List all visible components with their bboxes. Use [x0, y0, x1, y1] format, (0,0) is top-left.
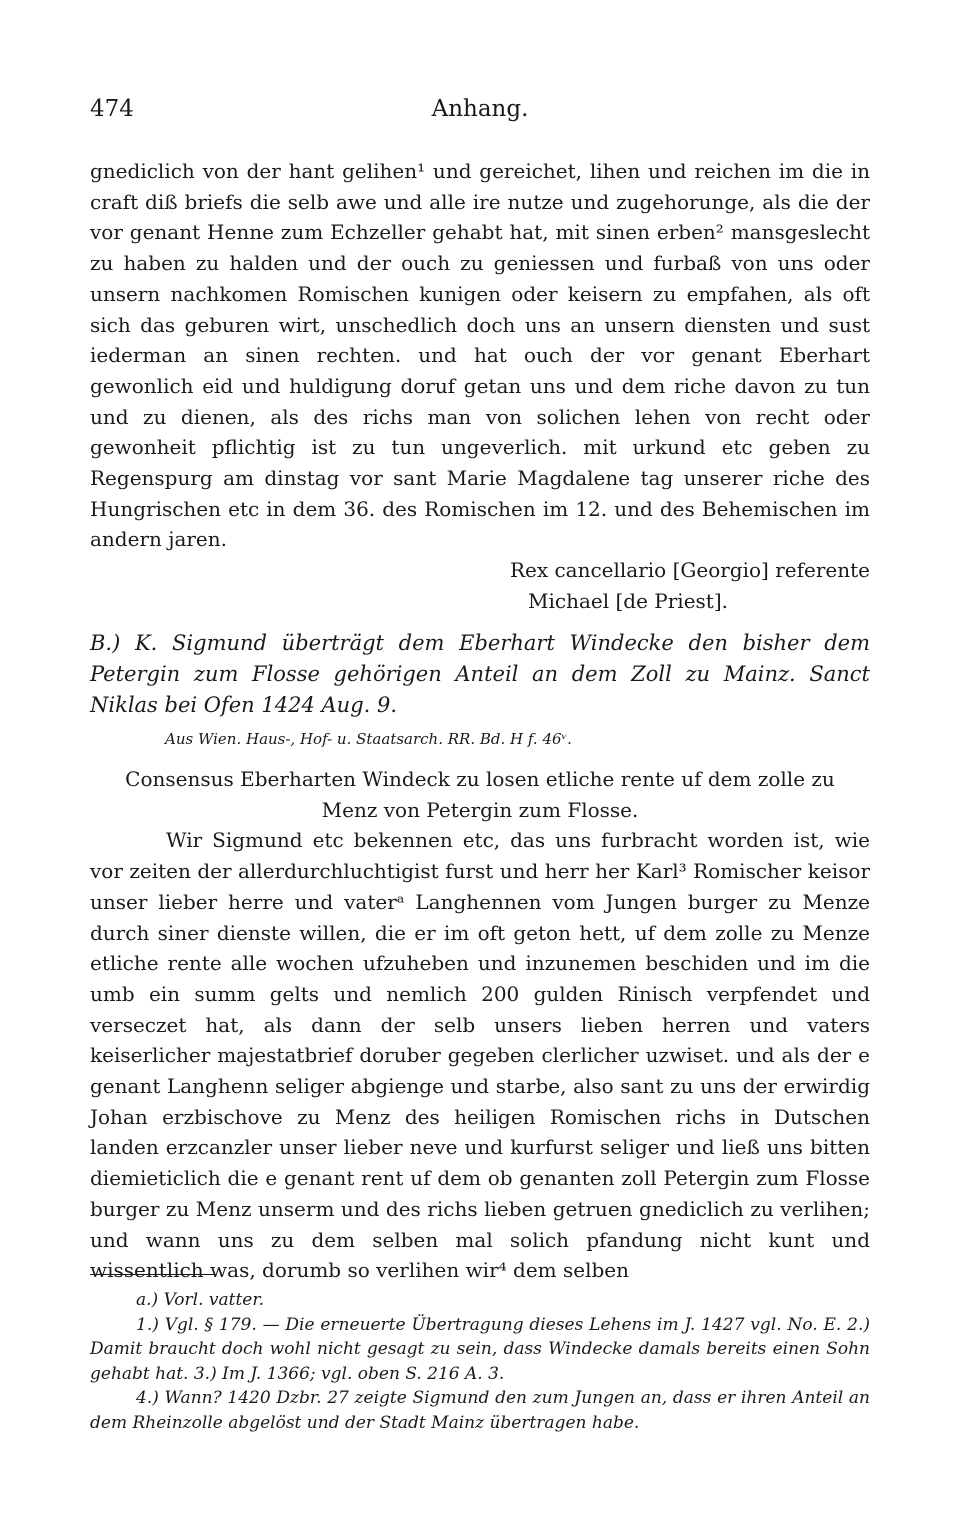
record-b-heading: Consensus Eberharten Windeck zu losen etliche rente uf dem zolle zu Menz von Petergin zum Flosse. — [125, 767, 835, 822]
footnote-4: 4.) Wann? 1420 Dzbr. 27 zeigte Sigmund den zum Jungen an, dass er ihren Anteil an dem Rheinzolle abgelöst und der Stadt Mainz übertragen habe. — [90, 1388, 870, 1433]
record-b-title: B.) K. Sigmund überträgt dem Eberhart Windecke den bisher dem Petergin zum Flosse gehörigen Anteil an dem Zoll zu Mainz. Sanct Niklas bei Ofen 1424 Aug. 9. — [90, 631, 870, 717]
record-b-source: Aus Wien. Haus-, Hof- u. Staatsarch. RR. Bd. H f. 46ᵛ. — [165, 730, 572, 748]
charter-text: gnediclich von der hant gelihen¹ und gereichet, lihen und reichen im die in craft diß briefs die selb awe und alle ire nutze und zugehorunge, als die der vor genant Henne zum Echzeller gehabt hat, mit sinen erben² mansgeslecht zu haben zu halden und der ouch zu geniessen und furbaß von uns oder unsern nachkomen Romischen kunigen oder keisern zu empfahen, als oft sich das geburen wirt, unschedlich doch uns an unsern diensten und sust iederman an sinen rechten. und hat ouch der vor genant Eberhart gewonlich eid und huldigung doruf getan uns und dem riche davon zu tun und zu dienen, als des richs man von solichen lehen von recht oder gewonheit pflichtig ist zu tun ungeverlich. mit urkund etc geben zu Regenspurg am dinstag vor sant Marie Magdalene tag unserer riche des Hungrischen etc in dem 36. des Romischen im 12. und des Behemischen im andern jaren. — [90, 159, 870, 552]
record-b-text: Wir Sigmund etc bekennen etc, das uns furbracht worden ist, wie vor zeiten der allerdurchluchtigist furst und herr her Karl³ Romischer keisor unser lieber herre und vaterᵃ Langhennen vom Jungen burger zu Menze durch siner dienste willen, die er im oft geton hett, uf dem zolle zu Menze etliche rente alle wochen ufzuheben und inzunemen beschiden und im die umb ein summ gelts und nemlich 200 gulden Rinisch verpfendet und verseczet hat, als dann der selb unsers lieben herren und vaters keiserlicher majestatbrief doruber gegeben clerlicher uzwiset. und als der e genant Langhenn seliger abgienge und starbe, also sant zu uns der erwirdig Johan erzbischove zu Menz des heiligen Romischen richs in Dutschen landen erzcanzler unser lieber neve und kurfurst seliger und ließ uns bitten diemieticlich die e genant rent uf dem ob genanten zoll Petergin zum Flosse burger zu Menz unserm und des richs lieben getruen gnediclich zu verlihen; und wann uns zu dem selben mal solich pfandung nicht kunt und wissentlich was, dorumb so verlihen wir⁴ dem selben — [90, 828, 870, 1283]
signature-line-1: Rex cancellario [Georgio] referente — [509, 558, 870, 583]
signature-line-2: Michael [de Priest]. — [528, 588, 728, 613]
footnote-rule — [90, 1274, 216, 1275]
footnote-1-3: 1.) Vgl. § 179. — Die erneuerte Übertragung dieses Lehens im J. 1427 vgl. No. E. 2.) Damit braucht doch wohl nicht gesagt zu sein, dass Windecke damals bereits einen Sohn gehabt hat. 3.) Im J. 1366; vgl. oben S. 216 A. 3. — [90, 1314, 870, 1384]
page-number: 474 — [90, 96, 134, 122]
charter-continuation — [90, 156, 870, 617]
record-b-body — [90, 764, 870, 1286]
running-title: Anhang. — [431, 96, 529, 122]
page-header — [90, 96, 870, 132]
footnotes — [90, 1288, 870, 1435]
footnote-a: a.) Vorl. vatter. — [136, 1290, 265, 1310]
